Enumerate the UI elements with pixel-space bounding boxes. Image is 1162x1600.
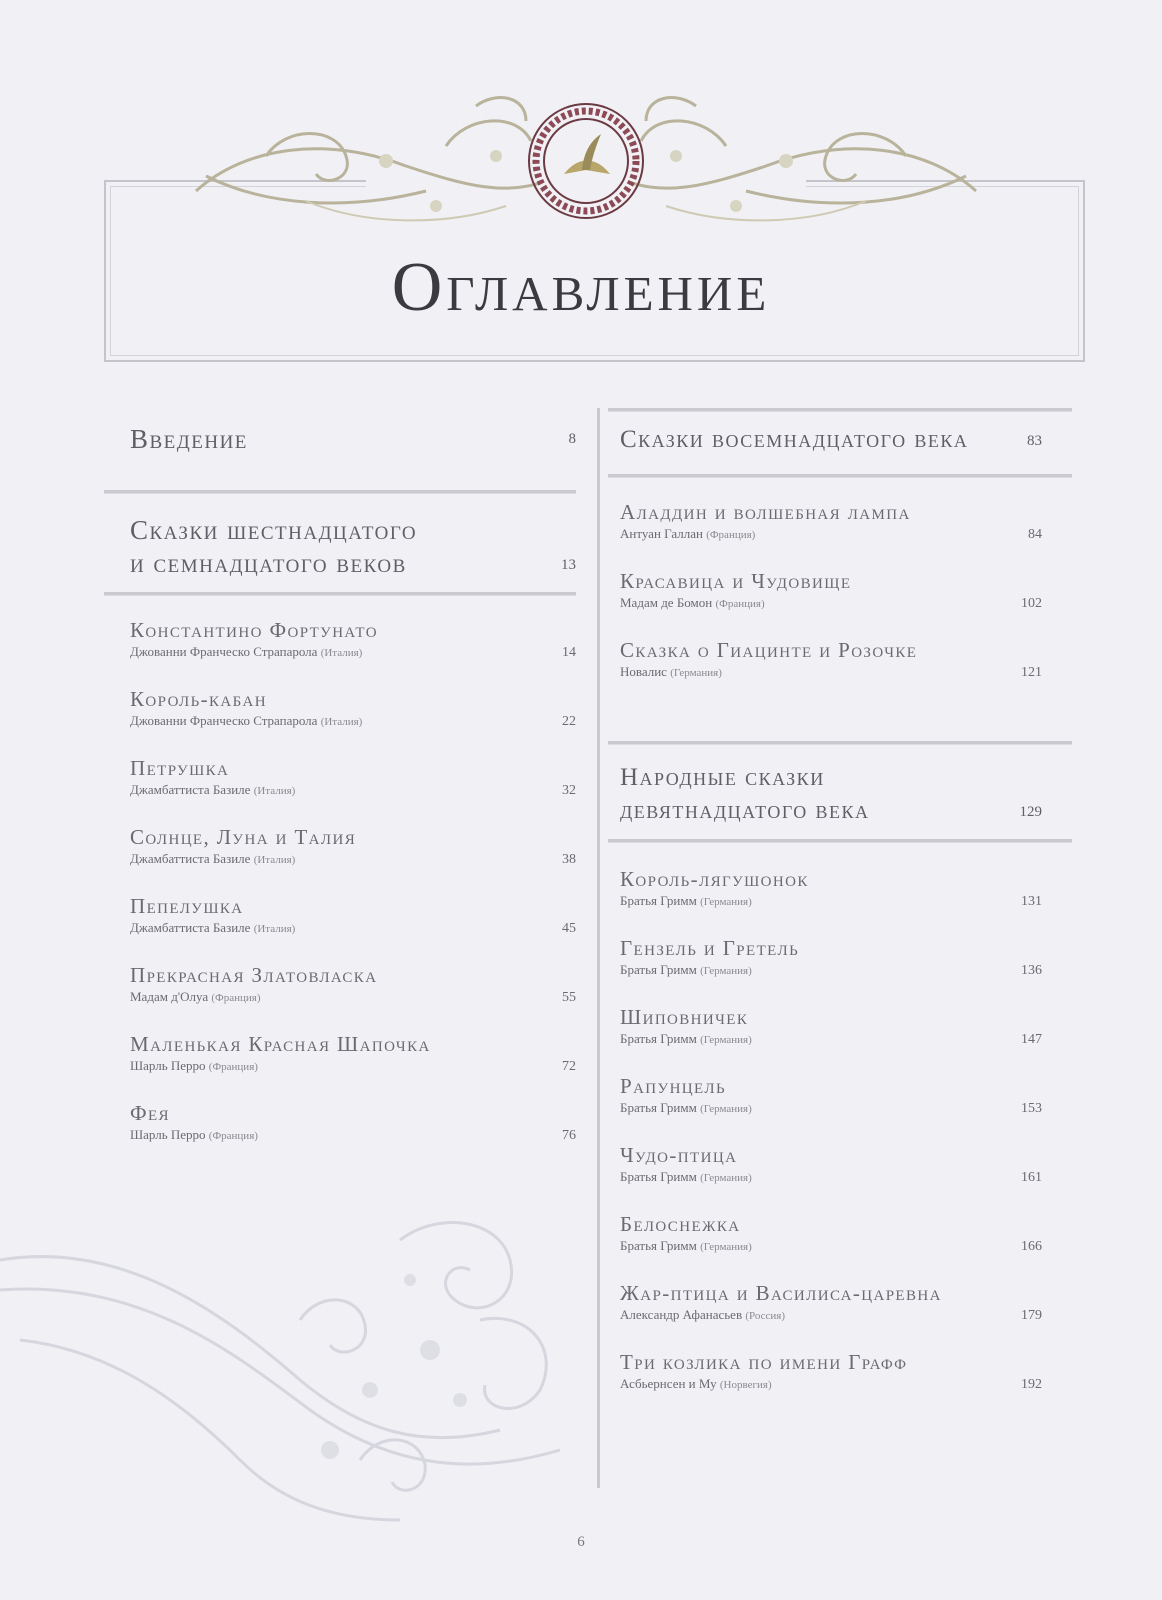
page-number-ref: 179 <box>1021 1308 1042 1323</box>
story-title: Чудо-птица <box>620 1143 738 1167</box>
page-number-ref: 84 <box>1028 527 1042 542</box>
page-number-ref: 83 <box>1027 433 1042 449</box>
author-name: Шарль Перро <box>130 1058 206 1073</box>
country: (Германия) <box>670 667 722 679</box>
author-name: Антуан Галлан <box>620 526 703 541</box>
country: (Германия) <box>700 1241 752 1253</box>
country: (Италия) <box>320 647 363 659</box>
section-rule <box>608 839 1072 843</box>
toc-entry[interactable] <box>620 1074 1072 1119</box>
page-number-ref: 192 <box>1021 1377 1042 1392</box>
story-title: Гензель и Гретель <box>620 936 800 960</box>
toc-entry[interactable] <box>620 1212 1072 1257</box>
toc-entry[interactable] <box>130 618 576 663</box>
country: (Франция) <box>211 992 261 1004</box>
section-title-line: Народные сказки <box>620 764 825 791</box>
story-title: Прекрасная Златовласка <box>130 963 378 987</box>
author-name: Братья Гримм <box>620 893 697 908</box>
page-number-ref: 129 <box>1019 804 1042 820</box>
page-number-ref: 55 <box>562 990 576 1005</box>
country: (Германия) <box>700 1103 752 1115</box>
country: (Франция) <box>706 529 756 541</box>
toc-entry[interactable] <box>130 1032 576 1077</box>
toc-entry[interactable] <box>130 1101 576 1146</box>
country: (Германия) <box>700 965 752 977</box>
swirl-ornament-icon <box>0 1200 580 1540</box>
toc-entry-list <box>620 867 1072 1395</box>
author-name: Мадам д'Олуа <box>130 989 209 1004</box>
author-name: Братья Гримм <box>620 1169 697 1184</box>
page-number-ref: 13 <box>561 557 576 573</box>
page-number-ref: 121 <box>1021 665 1042 680</box>
country: (Франция) <box>208 1130 258 1142</box>
story-title: Сказка о Гиацинте и Розочке <box>620 638 918 662</box>
toc-section-intro[interactable] <box>130 408 576 470</box>
toc-entry[interactable] <box>130 894 576 939</box>
toc-entry[interactable] <box>620 638 1072 683</box>
toc-entry[interactable] <box>620 1143 1072 1188</box>
story-title: Фея <box>130 1101 170 1125</box>
toc-entry[interactable] <box>620 569 1072 614</box>
toc-entry-list <box>130 618 576 1146</box>
section-title: Введение <box>130 423 248 454</box>
page-number-ref: 45 <box>562 921 576 936</box>
author-name: Шарль Перро <box>130 1127 206 1142</box>
story-title: Шиповничек <box>620 1005 749 1029</box>
right-column <box>620 408 1072 1395</box>
toc-entry[interactable] <box>130 756 576 801</box>
toc-entry[interactable] <box>130 687 576 732</box>
country: (Франция) <box>715 598 765 610</box>
story-title: Жар-птица и Василиса-царевна <box>620 1281 942 1305</box>
country: (Италия) <box>320 716 363 728</box>
section-rule <box>608 408 1072 412</box>
author-name: Братья Гримм <box>620 962 697 977</box>
author-name: Джованни Франческо Страпарола <box>130 644 318 659</box>
author-name: Джамбаттиста Базиле <box>130 851 251 866</box>
page-number-ref: 38 <box>562 852 576 867</box>
country: (Италия) <box>253 785 296 797</box>
author-name: Братья Гримм <box>620 1238 697 1253</box>
flourish-ornament-icon <box>186 86 986 246</box>
column-divider <box>597 408 600 1488</box>
page-number-ref: 166 <box>1021 1239 1042 1254</box>
toc-entry[interactable] <box>620 1350 1072 1395</box>
section-rule <box>608 741 1072 745</box>
page-number-ref: 8 <box>568 430 576 447</box>
story-title: Белоснежка <box>620 1212 741 1236</box>
section-rule <box>104 592 576 596</box>
page-number: 6 <box>577 1534 585 1550</box>
country: (Франция) <box>208 1061 258 1073</box>
story-title: Солнце, Луна и Талия <box>130 825 357 849</box>
story-title: Красавица и Чудовище <box>620 569 852 593</box>
story-title: Пепелушка <box>130 894 244 918</box>
author-name: Новалис <box>620 664 667 679</box>
toc-section-19[interactable] <box>620 761 1072 827</box>
toc-entry[interactable] <box>620 1005 1072 1050</box>
story-title: Рапунцель <box>620 1074 726 1098</box>
author-name: Джованни Франческо Страпарола <box>130 713 318 728</box>
author-name: Асбьернсен и Му <box>620 1376 717 1391</box>
author-name: Джамбаттиста Базиле <box>130 920 251 935</box>
left-column <box>130 408 576 1146</box>
page-number-ref: 76 <box>562 1128 576 1143</box>
page-title: Оглавление <box>391 249 771 326</box>
toc-entry-list <box>620 500 1072 683</box>
page-number-ref: 153 <box>1021 1101 1042 1116</box>
author-name: Братья Гримм <box>620 1031 697 1046</box>
toc-entry[interactable] <box>620 867 1072 912</box>
author-name: Александр Афанасьев <box>620 1307 743 1322</box>
country: (Россия) <box>745 1310 785 1322</box>
page-number-ref: 72 <box>562 1059 576 1074</box>
country: (Германия) <box>700 896 752 908</box>
country: (Италия) <box>253 854 296 866</box>
toc-section-18[interactable] <box>620 426 1072 456</box>
page-number-ref: 161 <box>1021 1170 1042 1185</box>
toc-entry[interactable] <box>130 963 576 1008</box>
page-number-ref: 102 <box>1021 596 1042 611</box>
page-number-ref: 14 <box>562 645 576 660</box>
story-title: Три козлика по имени Графф <box>620 1350 908 1374</box>
page-number-ref: 136 <box>1021 963 1042 978</box>
author-name: Мадам де Бомон <box>620 595 713 610</box>
story-title: Король-кабан <box>130 687 267 711</box>
section-rule <box>104 490 576 494</box>
country: (Германия) <box>700 1034 752 1046</box>
story-title: Константино Фортунато <box>130 618 378 642</box>
story-title: Аладдин и волшебная лампа <box>620 500 911 524</box>
section-title-line: Сказки шестнадцатого <box>130 515 418 545</box>
country: (Германия) <box>700 1172 752 1184</box>
author-name: Джамбаттиста Базиле <box>130 782 251 797</box>
author-name: Братья Гримм <box>620 1100 697 1115</box>
country: (Норвегия) <box>719 1379 772 1391</box>
page-number-ref: 32 <box>562 783 576 798</box>
page-number-ref: 131 <box>1021 894 1042 909</box>
story-title: Петрушка <box>130 756 230 780</box>
story-title: Маленькая Красная Шапочка <box>130 1032 431 1056</box>
toc-section-16-17[interactable] <box>130 514 576 580</box>
toc-entry[interactable] <box>620 936 1072 981</box>
section-title-line: и семнадцатого веков <box>130 548 407 578</box>
section-title: Сказки восемнадцатого века <box>620 426 969 453</box>
toc-entry[interactable] <box>620 1281 1072 1326</box>
page-number-ref: 147 <box>1021 1032 1042 1047</box>
section-rule <box>608 474 1072 478</box>
page-number-ref: 22 <box>562 714 576 729</box>
toc-entry[interactable] <box>620 500 1072 545</box>
section-title-line: девятнадцатого века <box>620 797 870 824</box>
country: (Италия) <box>253 923 296 935</box>
story-title: Король-лягушонок <box>620 867 809 891</box>
toc-entry[interactable] <box>130 825 576 870</box>
